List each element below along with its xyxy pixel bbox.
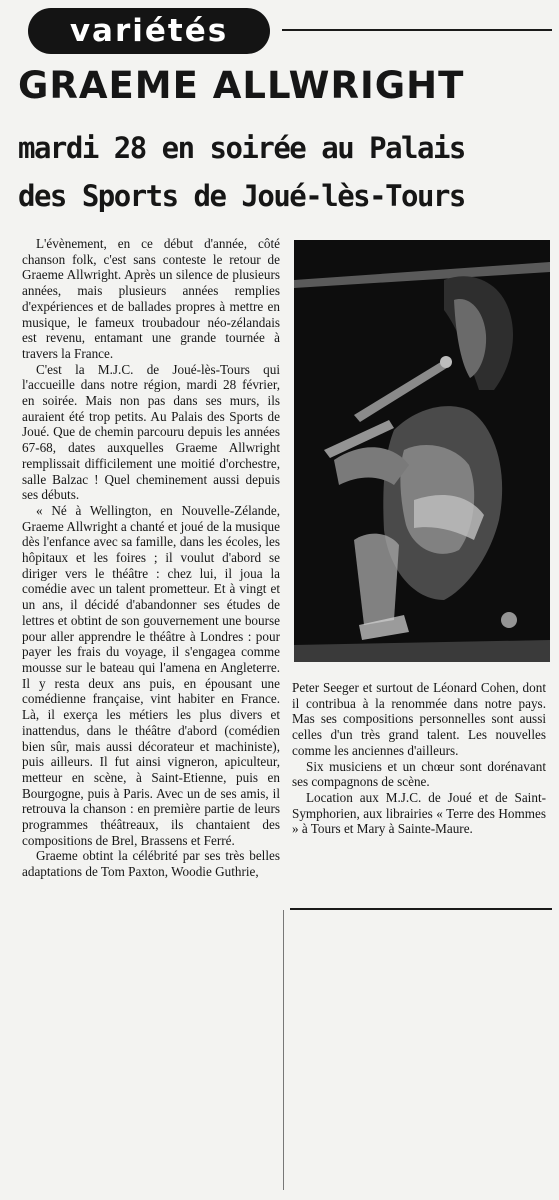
column-separator [283,910,284,1190]
article-paragraph: C'est la M.J.C. de Joué-lès-Tours qui l'accueille dans notre région, mardi 28 février, en soirée. Mais non pas dans ses murs, ils auraient été trop petits. Au Palais des Sports de Joué. Que de chemin parcouru depuis les années 67-68, dates auxquelles Graeme Allwright remplissait difficilement une moitié d'orchestre, salle Balzac ! Quel cheminement aussi depuis ses débuts. [22,361,280,503]
article-right-column [292,680,546,900]
article-paragraph: L'évènement, en ce début d'année, côté chanson folk, c'est sans conteste le retour de Graeme Allwright. Après un silence de plusieurs années, mais plusieurs années remplies d'expériences et de ballades propres à mettre en musique, le fameux troubadour néo-zélandais est revenu, entamant une grande tournée à travers la France. [22,236,280,361]
article-left-column [22,236,280,1184]
subheadline-line-1: mardi 28 en soirée au Palais [18,131,465,165]
column-end-rule [290,908,552,910]
subheadline-line-2: des Sports de Joué-lès-Tours [18,179,465,213]
section-label: variétés [28,8,270,54]
singer-photo-graphic [294,240,550,662]
article-paragraph: Location aux M.J.C. de Joué et de Saint-Symphorien, aux librairies « Terre des Hommes » à Tours et Mary à Sainte-Maure. [292,789,546,837]
singer-photo [294,240,550,662]
header-rule [282,29,552,31]
article-paragraph: « Né à Wellington, en Nouvelle-Zélande, Graeme Allwright a chanté et joué de la musique dès l'enfance avec sa famille, dans les écoles, les hôpitaux et les foires ; il voulut d'abord se diriger vers le théâtre : chez lui, il joua la comédie avec un talent prometteur. Et à vingt et un ans, il décidé d'abandonner ses études de lettres et obtint de son gouvernement une bourse pour aller apprendre le théâtre à Londres : pour payer les frais du voyage, il s'engagea comme mousse sur le bateau qui l'amena en Angleterre. Il y resta deux ans puis, en épousant une comédienne française, vint habiter en France. Là, il exerça les métiers les plus divers et inattendus, dans le théâtre d'abord (comédien bien sûr, mais aussi décorateur et machiniste), puis ailleurs. Il fut ainsi vigneron, apiculteur, metteur en scène, à Saint-Etienne, puis en Bourgogne, puis à Paris. Avec un de ses amis, il retrouva la chanson : en première partie de leurs programmes théâtreaux, ils chantaient des compositions de Brel, Brassens et Ferré. [22,502,280,848]
article-paragraph: Peter Seeger et surtout de Léonard Cohen, dont il contribua à la renommée dans notre pays. Mas ses compositions personnelles sont aussi celles d'un très grand talent. Les nouvelles comme les anciennes d'ailleurs. [292,680,546,758]
subheadline [18,124,548,220]
article-paragraph: Six musiciens et un chœur sont dorénavant ses compagnons de scène. [292,758,546,790]
headline: GRAEME ALLWRIGHT [18,64,465,107]
article-paragraph: Graeme obtint la célébrité par ses très belles adaptations de Tom Paxton, Woodie Guthrie, [22,848,280,880]
